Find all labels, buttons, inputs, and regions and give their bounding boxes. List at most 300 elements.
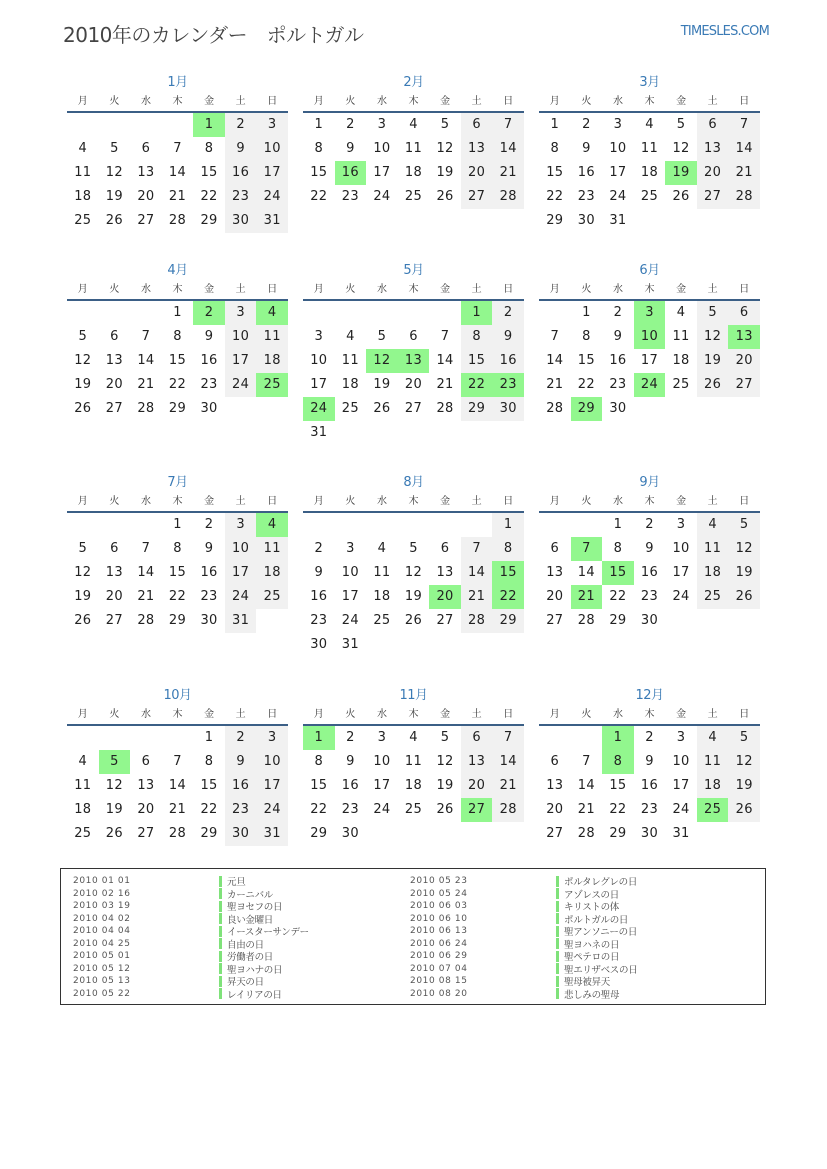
day-cell[interactable]: 26	[728, 798, 760, 822]
day-cell[interactable]: 2	[225, 113, 257, 137]
day-cell[interactable]: 27	[728, 373, 760, 397]
day-cell[interactable]: 23	[640, 802, 659, 817]
day-cell[interactable]: 1	[492, 513, 524, 537]
day-cell[interactable]: 23	[609, 377, 627, 392]
day-cell[interactable]: 16	[225, 774, 257, 798]
day-cell[interactable]: 16	[640, 565, 659, 580]
day-cell[interactable]: 30	[577, 213, 595, 228]
day-cell[interactable]: 25	[74, 826, 92, 841]
day-cell[interactable]: 12	[728, 750, 760, 774]
day-cell[interactable]: 28	[546, 401, 564, 416]
day-cell[interactable]: 16	[640, 778, 659, 793]
day-cell[interactable]: 29	[492, 609, 524, 633]
day-cell[interactable]: 21	[577, 802, 595, 817]
day-cell[interactable]: 4	[645, 117, 654, 132]
day-cell[interactable]: 22	[200, 802, 218, 817]
day-cell[interactable]: 19	[728, 774, 760, 798]
day-cell[interactable]: 2	[346, 730, 355, 745]
day-cell[interactable]: 21	[492, 161, 524, 185]
day-cell[interactable]: 29	[609, 613, 627, 628]
day-cell[interactable]: 7	[550, 329, 560, 344]
day-cell[interactable]: 22	[609, 589, 627, 604]
day-cell[interactable]: 5	[99, 750, 131, 774]
day-cell[interactable]: 9	[645, 754, 654, 769]
day-cell[interactable]: 18	[404, 778, 423, 793]
day-cell[interactable]: 9	[645, 541, 654, 556]
day-cell[interactable]: 29	[168, 401, 187, 416]
day-cell[interactable]: 27	[105, 401, 123, 416]
day-cell[interactable]: 8	[204, 754, 214, 769]
day-cell[interactable]: 19	[697, 349, 729, 373]
day-cell[interactable]: 26	[105, 213, 123, 228]
day-cell[interactable]: 31	[609, 213, 627, 228]
day-cell[interactable]: 1	[461, 301, 493, 325]
day-cell[interactable]: 19	[436, 778, 454, 793]
day-cell[interactable]: 29	[609, 826, 627, 841]
day-cell[interactable]: 6	[461, 113, 493, 137]
day-cell[interactable]: 13	[461, 750, 493, 774]
day-cell[interactable]: 17	[672, 565, 690, 580]
day-cell[interactable]: 17	[256, 161, 288, 185]
day-cell[interactable]: 17	[373, 778, 391, 793]
day-cell[interactable]: 2	[645, 730, 654, 745]
day-cell[interactable]: 11	[697, 750, 729, 774]
day-cell[interactable]: 10	[341, 565, 359, 580]
day-cell[interactable]: 23	[577, 189, 595, 204]
day-cell[interactable]: 18	[74, 802, 92, 817]
day-cell[interactable]: 25	[697, 585, 729, 609]
day-cell[interactable]: 18	[672, 353, 690, 368]
day-cell[interactable]: 17	[225, 561, 257, 585]
day-cell[interactable]: 10	[672, 541, 690, 556]
day-cell[interactable]: 27	[546, 826, 564, 841]
day-cell[interactable]: 30	[310, 637, 328, 652]
day-cell[interactable]: 8	[173, 329, 182, 344]
day-cell[interactable]: 23	[492, 373, 524, 397]
day-cell[interactable]: 7	[492, 113, 524, 137]
day-cell[interactable]: 7	[440, 329, 450, 344]
day-cell[interactable]: 24	[672, 589, 690, 604]
day-cell[interactable]: 9	[582, 141, 591, 156]
day-cell[interactable]: 12	[436, 754, 454, 769]
day-cell[interactable]: 29	[461, 397, 493, 421]
day-cell[interactable]: 5	[697, 301, 729, 325]
day-cell[interactable]: 19	[665, 161, 697, 185]
day-cell[interactable]: 11	[74, 778, 92, 793]
day-cell[interactable]: 7	[173, 754, 182, 769]
day-cell[interactable]: 23	[640, 589, 659, 604]
day-cell[interactable]: 9	[346, 754, 355, 769]
day-cell[interactable]: 4	[377, 541, 387, 556]
day-cell[interactable]: 13	[398, 349, 430, 373]
day-cell[interactable]: 10	[373, 141, 391, 156]
day-cell[interactable]: 16	[492, 349, 524, 373]
day-cell[interactable]: 15	[168, 353, 187, 368]
day-cell[interactable]: 9	[613, 329, 623, 344]
day-cell[interactable]: 17	[225, 349, 257, 373]
day-cell[interactable]: 29	[546, 213, 564, 228]
day-cell[interactable]: 7	[173, 141, 182, 156]
day-cell[interactable]: 10	[310, 353, 328, 368]
day-cell[interactable]: 27	[697, 185, 729, 209]
day-cell[interactable]: 22	[200, 189, 218, 204]
day-cell[interactable]: 4	[256, 301, 288, 325]
day-cell[interactable]: 7	[141, 541, 151, 556]
day-cell[interactable]: 11	[404, 754, 423, 769]
day-cell[interactable]: 12	[74, 353, 92, 368]
day-cell[interactable]: 25	[341, 401, 359, 416]
day-cell[interactable]: 4	[256, 513, 288, 537]
day-cell[interactable]: 22	[609, 802, 627, 817]
day-cell[interactable]: 10	[634, 325, 666, 349]
day-cell[interactable]: 24	[225, 373, 257, 397]
day-cell[interactable]: 8	[204, 141, 214, 156]
day-cell[interactable]: 27	[137, 826, 155, 841]
day-cell[interactable]: 16	[335, 161, 367, 185]
day-cell[interactable]: 8	[173, 541, 182, 556]
day-cell[interactable]: 6	[550, 541, 560, 556]
day-cell[interactable]: 1	[582, 305, 591, 320]
day-cell[interactable]: 11	[373, 565, 391, 580]
day-cell[interactable]: 15	[310, 165, 328, 180]
day-cell[interactable]: 15	[609, 778, 627, 793]
day-cell[interactable]: 6	[141, 754, 151, 769]
day-cell[interactable]: 1	[314, 117, 324, 132]
day-cell[interactable]: 25	[404, 802, 423, 817]
day-cell[interactable]: 30	[492, 397, 524, 421]
day-cell[interactable]: 6	[461, 726, 493, 750]
day-cell[interactable]: 13	[461, 137, 493, 161]
day-cell[interactable]: 21	[492, 774, 524, 798]
day-cell[interactable]: 19	[404, 589, 423, 604]
day-cell[interactable]: 6	[141, 141, 151, 156]
day-cell[interactable]: 7	[571, 537, 603, 561]
day-cell[interactable]: 15	[200, 165, 218, 180]
day-cell[interactable]: 24	[256, 185, 288, 209]
day-cell[interactable]: 23	[225, 185, 257, 209]
day-cell[interactable]: 21	[571, 585, 603, 609]
day-cell[interactable]: 30	[200, 613, 218, 628]
day-cell[interactable]: 14	[137, 353, 155, 368]
day-cell[interactable]: 22	[168, 377, 187, 392]
day-cell[interactable]: 15	[577, 353, 595, 368]
day-cell[interactable]: 10	[256, 137, 288, 161]
day-cell[interactable]: 20	[137, 802, 155, 817]
day-cell[interactable]: 14	[461, 561, 493, 585]
day-cell[interactable]: 14	[728, 137, 760, 161]
day-cell[interactable]: 3	[634, 301, 666, 325]
day-cell[interactable]: 5	[78, 329, 88, 344]
day-cell[interactable]: 2	[225, 726, 257, 750]
day-cell[interactable]: 6	[110, 329, 119, 344]
day-cell[interactable]: 20	[546, 589, 564, 604]
day-cell[interactable]: 23	[341, 189, 359, 204]
day-cell[interactable]: 30	[200, 401, 218, 416]
day-cell[interactable]: 25	[697, 798, 729, 822]
day-cell[interactable]: 28	[492, 185, 524, 209]
day-cell[interactable]: 11	[341, 353, 359, 368]
day-cell[interactable]: 24	[256, 798, 288, 822]
day-cell[interactable]: 4	[676, 305, 686, 320]
day-cell[interactable]: 10	[256, 750, 288, 774]
day-cell[interactable]: 23	[310, 613, 328, 628]
day-cell[interactable]: 6	[110, 541, 119, 556]
day-cell[interactable]: 30	[225, 822, 257, 846]
day-cell[interactable]: 13	[728, 325, 760, 349]
day-cell[interactable]: 19	[74, 589, 92, 604]
day-cell[interactable]: 30	[609, 401, 627, 416]
day-cell[interactable]: 20	[105, 377, 123, 392]
day-cell[interactable]: 7	[461, 537, 493, 561]
day-cell[interactable]: 31	[310, 425, 328, 440]
day-cell[interactable]: 16	[200, 353, 218, 368]
day-cell[interactable]: 6	[550, 754, 560, 769]
day-cell[interactable]: 18	[256, 349, 288, 373]
day-cell[interactable]: 4	[78, 141, 88, 156]
day-cell[interactable]: 31	[256, 209, 288, 233]
day-cell[interactable]: 30	[640, 826, 659, 841]
day-cell[interactable]: 1	[613, 517, 623, 532]
day-cell[interactable]: 24	[373, 802, 391, 817]
day-cell[interactable]: 28	[137, 613, 155, 628]
day-cell[interactable]: 27	[461, 798, 493, 822]
day-cell[interactable]: 14	[436, 353, 454, 368]
day-cell[interactable]: 28	[137, 401, 155, 416]
day-cell[interactable]: 3	[676, 517, 686, 532]
day-cell[interactable]: 25	[640, 189, 659, 204]
day-cell[interactable]: 2	[613, 305, 623, 320]
day-cell[interactable]: 14	[492, 750, 524, 774]
day-cell[interactable]: 11	[256, 325, 288, 349]
day-cell[interactable]: 24	[341, 613, 359, 628]
day-cell[interactable]: 27	[404, 401, 423, 416]
day-cell[interactable]: 19	[728, 561, 760, 585]
day-cell[interactable]: 1	[173, 305, 182, 320]
day-cell[interactable]: 3	[225, 513, 257, 537]
day-cell[interactable]: 25	[256, 585, 288, 609]
day-cell[interactable]: 19	[105, 189, 123, 204]
day-cell[interactable]: 1	[204, 730, 214, 745]
day-cell[interactable]: 17	[310, 377, 328, 392]
day-cell[interactable]: 11	[640, 141, 659, 156]
day-cell[interactable]: 21	[728, 161, 760, 185]
day-cell[interactable]: 9	[204, 541, 214, 556]
day-cell[interactable]: 24	[634, 373, 666, 397]
day-cell[interactable]: 4	[409, 117, 418, 132]
day-cell[interactable]: 6	[728, 301, 760, 325]
day-cell[interactable]: 3	[314, 329, 324, 344]
day-cell[interactable]: 4	[409, 730, 418, 745]
day-cell[interactable]: 11	[256, 537, 288, 561]
day-cell[interactable]: 17	[341, 589, 359, 604]
day-cell[interactable]: 16	[341, 778, 359, 793]
day-cell[interactable]: 20	[404, 377, 423, 392]
day-cell[interactable]: 29	[200, 213, 218, 228]
day-cell[interactable]: 8	[582, 329, 591, 344]
day-cell[interactable]: 23	[225, 798, 257, 822]
day-cell[interactable]: 31	[672, 826, 690, 841]
day-cell[interactable]: 4	[697, 513, 729, 537]
day-cell[interactable]: 5	[377, 329, 387, 344]
day-cell[interactable]: 8	[314, 141, 324, 156]
day-cell[interactable]: 8	[314, 754, 324, 769]
day-cell[interactable]: 20	[429, 585, 461, 609]
day-cell[interactable]: 19	[436, 165, 454, 180]
day-cell[interactable]: 29	[571, 397, 603, 421]
day-cell[interactable]: 26	[672, 189, 690, 204]
day-cell[interactable]: 28	[492, 798, 524, 822]
day-cell[interactable]: 13	[546, 565, 564, 580]
day-cell[interactable]: 3	[613, 117, 623, 132]
day-cell[interactable]: 14	[492, 137, 524, 161]
day-cell[interactable]: 1	[193, 113, 225, 137]
day-cell[interactable]: 20	[105, 589, 123, 604]
day-cell[interactable]: 11	[74, 165, 92, 180]
day-cell[interactable]: 10	[609, 141, 627, 156]
day-cell[interactable]: 12	[697, 325, 729, 349]
day-cell[interactable]: 8	[461, 325, 493, 349]
day-cell[interactable]: 21	[168, 802, 187, 817]
day-cell[interactable]: 21	[546, 377, 564, 392]
day-cell[interactable]: 26	[404, 613, 423, 628]
day-cell[interactable]: 9	[346, 141, 355, 156]
day-cell[interactable]: 26	[74, 613, 92, 628]
day-cell[interactable]: 28	[168, 213, 187, 228]
day-cell[interactable]: 5	[728, 726, 760, 750]
day-cell[interactable]: 9	[204, 329, 214, 344]
day-cell[interactable]: 12	[74, 565, 92, 580]
day-cell[interactable]: 13	[137, 778, 155, 793]
day-cell[interactable]: 28	[577, 826, 595, 841]
day-cell[interactable]: 22	[168, 589, 187, 604]
day-cell[interactable]: 5	[440, 117, 450, 132]
day-cell[interactable]: 17	[373, 165, 391, 180]
day-cell[interactable]: 31	[225, 609, 257, 633]
day-cell[interactable]: 20	[137, 189, 155, 204]
day-cell[interactable]: 1	[303, 726, 335, 750]
day-cell[interactable]: 24	[303, 397, 335, 421]
day-cell[interactable]: 11	[672, 329, 690, 344]
day-cell[interactable]: 18	[404, 165, 423, 180]
day-cell[interactable]: 15	[546, 165, 564, 180]
day-cell[interactable]: 17	[672, 778, 690, 793]
day-cell[interactable]: 19	[105, 802, 123, 817]
day-cell[interactable]: 24	[609, 189, 627, 204]
day-cell[interactable]: 6	[697, 113, 729, 137]
day-cell[interactable]: 7	[492, 726, 524, 750]
day-cell[interactable]: 14	[168, 165, 187, 180]
day-cell[interactable]: 21	[137, 377, 155, 392]
day-cell[interactable]: 19	[373, 377, 391, 392]
day-cell[interactable]: 5	[676, 117, 686, 132]
day-cell[interactable]: 22	[461, 373, 493, 397]
day-cell[interactable]: 13	[697, 137, 729, 161]
day-cell[interactable]: 12	[436, 141, 454, 156]
day-cell[interactable]: 16	[310, 589, 328, 604]
day-cell[interactable]: 28	[577, 613, 595, 628]
day-cell[interactable]: 10	[225, 325, 257, 349]
day-cell[interactable]: 5	[78, 541, 88, 556]
day-cell[interactable]: 20	[728, 349, 760, 373]
day-cell[interactable]: 19	[74, 377, 92, 392]
day-cell[interactable]: 22	[577, 377, 595, 392]
day-cell[interactable]: 15	[310, 778, 328, 793]
day-cell[interactable]: 11	[697, 537, 729, 561]
day-cell[interactable]: 2	[645, 517, 654, 532]
day-cell[interactable]: 9	[314, 565, 324, 580]
day-cell[interactable]: 16	[577, 165, 595, 180]
day-cell[interactable]: 9	[492, 325, 524, 349]
day-cell[interactable]: 28	[436, 401, 454, 416]
day-cell[interactable]: 9	[225, 137, 257, 161]
day-cell[interactable]: 11	[404, 141, 423, 156]
day-cell[interactable]: 14	[137, 565, 155, 580]
day-cell[interactable]: 18	[640, 165, 659, 180]
brand-logo[interactable]: TIMESLES.COM	[680, 24, 769, 39]
day-cell[interactable]: 27	[461, 185, 493, 209]
day-cell[interactable]: 24	[225, 585, 257, 609]
day-cell[interactable]: 26	[105, 826, 123, 841]
day-cell[interactable]: 23	[200, 589, 218, 604]
day-cell[interactable]: 17	[640, 353, 659, 368]
day-cell[interactable]: 24	[373, 189, 391, 204]
day-cell[interactable]: 16	[225, 161, 257, 185]
day-cell[interactable]: 4	[697, 726, 729, 750]
day-cell[interactable]: 25	[404, 189, 423, 204]
day-cell[interactable]: 1	[173, 517, 182, 532]
day-cell[interactable]: 3	[377, 730, 387, 745]
day-cell[interactable]: 15	[461, 349, 493, 373]
day-cell[interactable]: 15	[602, 561, 634, 585]
day-cell[interactable]: 23	[200, 377, 218, 392]
day-cell[interactable]: 12	[105, 778, 123, 793]
day-cell[interactable]: 26	[74, 401, 92, 416]
day-cell[interactable]: 31	[341, 637, 359, 652]
day-cell[interactable]: 18	[697, 774, 729, 798]
day-cell[interactable]: 26	[697, 373, 729, 397]
day-cell[interactable]: 15	[200, 778, 218, 793]
day-cell[interactable]: 18	[341, 377, 359, 392]
day-cell[interactable]: 14	[577, 565, 595, 580]
day-cell[interactable]: 10	[373, 754, 391, 769]
day-cell[interactable]: 13	[137, 165, 155, 180]
day-cell[interactable]: 18	[373, 589, 391, 604]
day-cell[interactable]: 12	[105, 165, 123, 180]
day-cell[interactable]: 2	[582, 117, 591, 132]
day-cell[interactable]: 1	[602, 726, 634, 750]
day-cell[interactable]: 2	[492, 301, 524, 325]
day-cell[interactable]: 12	[404, 565, 423, 580]
day-cell[interactable]: 23	[341, 802, 359, 817]
day-cell[interactable]: 16	[200, 565, 218, 580]
day-cell[interactable]: 8	[492, 537, 524, 561]
day-cell[interactable]: 28	[728, 185, 760, 209]
day-cell[interactable]: 7	[728, 113, 760, 137]
day-cell[interactable]: 29	[310, 826, 328, 841]
day-cell[interactable]: 28	[461, 609, 493, 633]
day-cell[interactable]: 14	[168, 778, 187, 793]
day-cell[interactable]: 2	[346, 117, 355, 132]
day-cell[interactable]: 3	[676, 730, 686, 745]
day-cell[interactable]: 8	[613, 541, 623, 556]
day-cell[interactable]: 26	[436, 189, 454, 204]
day-cell[interactable]: 15	[492, 561, 524, 585]
day-cell[interactable]: 5	[728, 513, 760, 537]
day-cell[interactable]: 12	[672, 141, 690, 156]
day-cell[interactable]: 22	[492, 585, 524, 609]
day-cell[interactable]: 17	[609, 165, 627, 180]
day-cell[interactable]: 25	[373, 613, 391, 628]
